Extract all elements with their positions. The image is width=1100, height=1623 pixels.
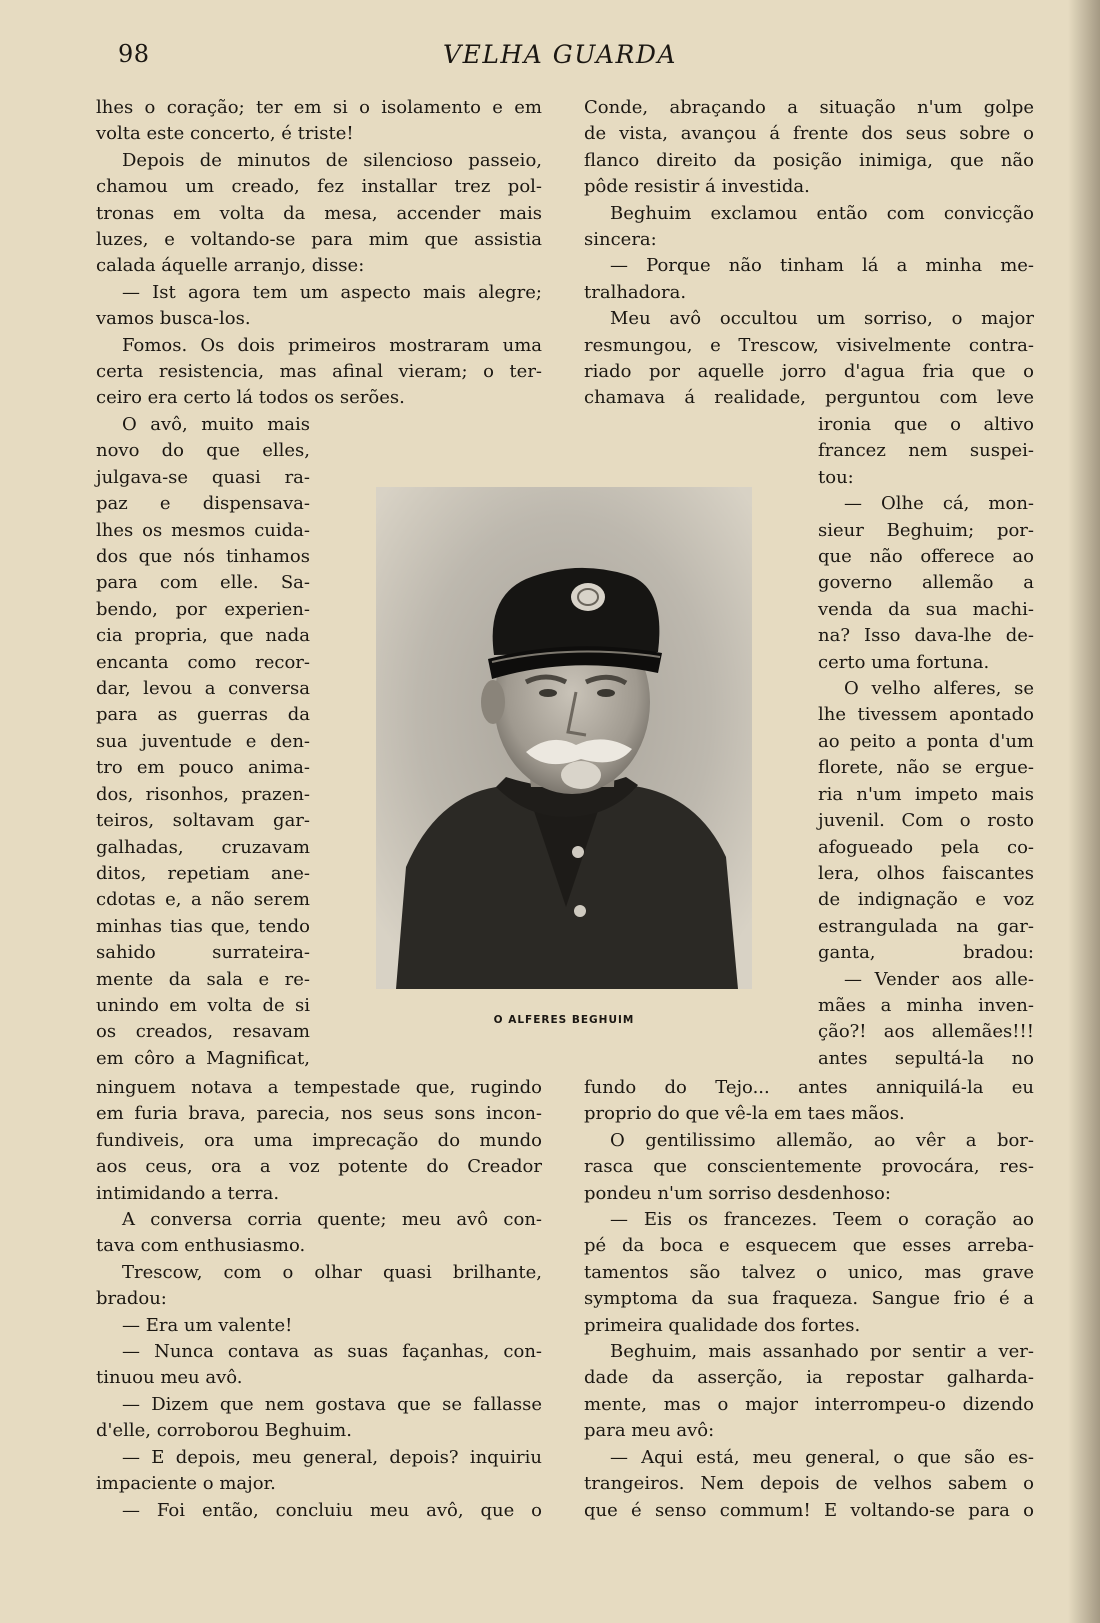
text-line: de vista, avançou á frente dos seus sobre o [584, 123, 1034, 145]
text-line: Beghuim exclamou então com convicção [610, 202, 1034, 224]
text-line: dade da asserção, ia repostar galharda- [584, 1367, 1034, 1389]
text-line: lhes os mesmos cuida- [96, 519, 310, 541]
text-line: que não offerece ao [818, 546, 1034, 568]
text-line: para as guerras da [96, 704, 310, 726]
text-line: — Aqui está, meu general, o que são es- [610, 1446, 1034, 1468]
text-line: lera, olhos faiscantes [818, 862, 1034, 884]
text-line: cia propria, que nada [96, 625, 310, 647]
text-line: — Foi então, concluiu meu avô, que o [122, 1499, 542, 1521]
text-line: O gentilissimo allemão, ao vêr a bor- [610, 1129, 1034, 1151]
text-line: flanco direito da posição inimiga, que não [584, 149, 1034, 171]
text-line: bendo, por experien- [96, 598, 310, 620]
text-line: primeira qualidade dos fortes. [584, 1314, 861, 1336]
cap-badge [571, 583, 605, 611]
text-line: tava com enthusiasmo. [96, 1235, 306, 1257]
text-line: ninguem notava a tempestade que, rugindo [96, 1077, 542, 1098]
coat-button [572, 846, 584, 858]
text-line: estrangulada na gar- [818, 915, 1034, 937]
text-line: julgava-se quasi ra- [96, 466, 310, 488]
coat-button [574, 905, 586, 917]
text-line: ditos, repetiam ane- [96, 862, 310, 884]
text-line: teiros, soltavam gar- [96, 810, 310, 832]
text-line: sincera: [584, 229, 657, 251]
text-line: d'elle, corroborou Beghuim. [96, 1420, 352, 1442]
text-line: ria n'um impeto mais [818, 783, 1034, 805]
text-line: O avô, muito mais [122, 414, 310, 435]
running-title: VELHA GUARDA [443, 40, 677, 69]
text-line: — Eis os francezes. Teem o coração ao [610, 1209, 1034, 1231]
text-line: dos que nós tinhamos [96, 546, 310, 568]
portrait-photo [376, 487, 752, 989]
text-line: lhes o coração; ter em si o isolamento e em [96, 97, 542, 118]
text-line: em côro a Magnificat, [96, 1047, 310, 1069]
text-line: intimidando a terra. [96, 1182, 280, 1204]
text-line: tamentos são talvez o unico, mas grave [584, 1261, 1034, 1283]
text-line: — Nunca contava as suas façanhas, con- [122, 1341, 542, 1363]
text-line: chamava á realidade, perguntou com leve [584, 387, 1034, 409]
text-line: mães a minha inven- [818, 994, 1034, 1016]
page-edge-shadow [1068, 0, 1100, 1623]
text-line: chamou um creado, fez installar trez pol- [96, 176, 542, 198]
text-line: antes sepultá-la no [818, 1047, 1034, 1069]
text-line: certo uma fortuna. [818, 651, 990, 673]
text-line: ganta, bradou: [818, 942, 1034, 964]
text-line: — Era um valente! [122, 1314, 293, 1336]
text-line: luzes, e voltando-se para mim que assistia [96, 229, 542, 251]
text-line: paz e dispensava- [96, 493, 310, 515]
left-column-wrap [96, 412, 310, 1072]
text-line: dos, risonhos, prazen- [96, 783, 310, 805]
text-line: — Ist agora tem um aspecto mais alegre; [122, 281, 542, 303]
text-line: sieur Beghuim; por- [818, 519, 1034, 541]
text-line: tralhadora. [584, 281, 687, 303]
left-column-bottom [96, 1075, 542, 1524]
text-line: de indignação e voz [818, 889, 1034, 911]
text-line: juvenil. Com o rosto [818, 810, 1034, 832]
text-line: para com elle. Sa- [96, 572, 310, 594]
text-line: na? Isso dava-lhe de- [818, 625, 1034, 647]
text-line: A conversa corria quente; meu avô con- [122, 1209, 542, 1231]
text-line: venda da sua machi- [818, 598, 1034, 620]
text-line: riado por aquelle jorro d'agua fria que o [584, 361, 1034, 383]
text-line: ironia que o altivo [818, 414, 1034, 435]
text-line: symptoma da sua fraqueza. Sangue frio é a [584, 1288, 1034, 1310]
text-line: Beghuim, mais assanhado por sentir a ver- [610, 1341, 1034, 1363]
text-line: certa resistencia, mas afinal vieram; o ter- [96, 361, 542, 383]
text-line: ao peito a ponta d'um [818, 730, 1034, 752]
text-line: impaciente o major. [96, 1473, 276, 1495]
text-line: Meu avô occultou um sorriso, o major [610, 308, 1034, 330]
text-line: lhe tivessem apontado [818, 704, 1034, 726]
text-line: Fomos. Os dois primeiros mostraram uma [122, 334, 542, 356]
text-line: pé da boca e esquecem que esses arreba- [584, 1235, 1034, 1257]
text-line: tou: [818, 466, 854, 488]
text-line: — Dizem que nem gostava que se fallasse [122, 1393, 542, 1415]
text-line: ceiro era certo lá todos os serões. [96, 387, 405, 409]
text-line: rasca que conscientemente provocára, res- [584, 1156, 1034, 1178]
text-line: tinuou meu avô. [96, 1367, 243, 1389]
left-column-top [96, 95, 542, 412]
text-line: tronas em volta da mesa, accender mais [96, 202, 542, 224]
text-line: — Olhe cá, mon- [844, 493, 1034, 515]
text-line: vamos busca-los. [96, 308, 251, 330]
text-line: dar, levou a conversa [96, 678, 310, 700]
text-line: bradou: [96, 1288, 167, 1310]
text-line: — Porque não tinham lá a minha me- [610, 255, 1034, 277]
right-column-bottom [584, 1075, 1034, 1524]
text-line: pondeu n'um sorriso desdenhoso: [584, 1182, 891, 1204]
text-line: unindo em volta de si [96, 994, 310, 1016]
text-line: Trescow, com o olhar quasi brilhante, [122, 1261, 542, 1283]
text-line: fundo do Tejo... antes anniquilá-la eu [584, 1077, 1034, 1098]
text-line: os creados, resavam [96, 1021, 310, 1043]
text-line: minhas tias que, tendo [96, 915, 310, 937]
text-line: calada áquelle arranjo, disse: [96, 255, 365, 277]
text-line: para meu avô: [584, 1420, 715, 1442]
text-line: francez nem suspei- [818, 440, 1034, 462]
text-line: encanta como recor- [96, 651, 310, 673]
text-line: afogueado pela co- [818, 836, 1034, 858]
text-line: em furia brava, parecia, nos seus sons incon- [96, 1103, 542, 1125]
figure-caption: O ALFERES BEGHUIM [493, 1014, 635, 1026]
text-line: ção?! aos allemães!!! [818, 1021, 1034, 1043]
text-line: Depois de minutos de silencioso passeio, [122, 149, 542, 171]
text-line: pôde resistir á investida. [584, 176, 810, 198]
text-line: — E depois, meu general, depois? inquiriu [122, 1446, 542, 1468]
text-line: florete, não se ergue- [818, 757, 1034, 779]
text-line: O velho alferes, se [844, 678, 1034, 700]
text-line: trangeiros. Nem depois de velhos sabem o [584, 1473, 1034, 1495]
text-line: proprio do que vê-la em taes mãos. [584, 1103, 905, 1125]
text-line: resmungou, e Trescow, visivelmente contra- [584, 334, 1034, 356]
text-line: fundiveis, ora uma imprecação do mundo [96, 1129, 542, 1151]
page-number: 98 [118, 40, 150, 68]
text-line: governo allemão a [818, 572, 1034, 594]
text-line: volta este concerto, é triste! [96, 123, 354, 145]
right-column-wrap [818, 412, 1034, 1072]
text-line: tro em pouco anima- [96, 757, 310, 779]
text-line: cdotas e, a não serem [96, 889, 310, 911]
text-line: novo do que elles, [96, 440, 310, 462]
text-line: — Vender aos alle- [844, 968, 1034, 990]
text-line: mente da sala e re- [96, 968, 310, 990]
text-line: galhadas, cruzavam [96, 836, 310, 858]
text-line: sua juventude e den- [96, 730, 310, 752]
text-line: mente, mas o major interrompeu-o dizendo [584, 1393, 1034, 1415]
text-line: sahido surrateira- [96, 942, 310, 964]
text-line: aos ceus, ora a voz potente do Creador [96, 1156, 542, 1178]
text-line: que é senso commum! E voltando-se para o [584, 1499, 1034, 1521]
right-column-top [584, 95, 1034, 412]
text-line: Conde, abraçando a situação n'um golpe [584, 97, 1034, 118]
